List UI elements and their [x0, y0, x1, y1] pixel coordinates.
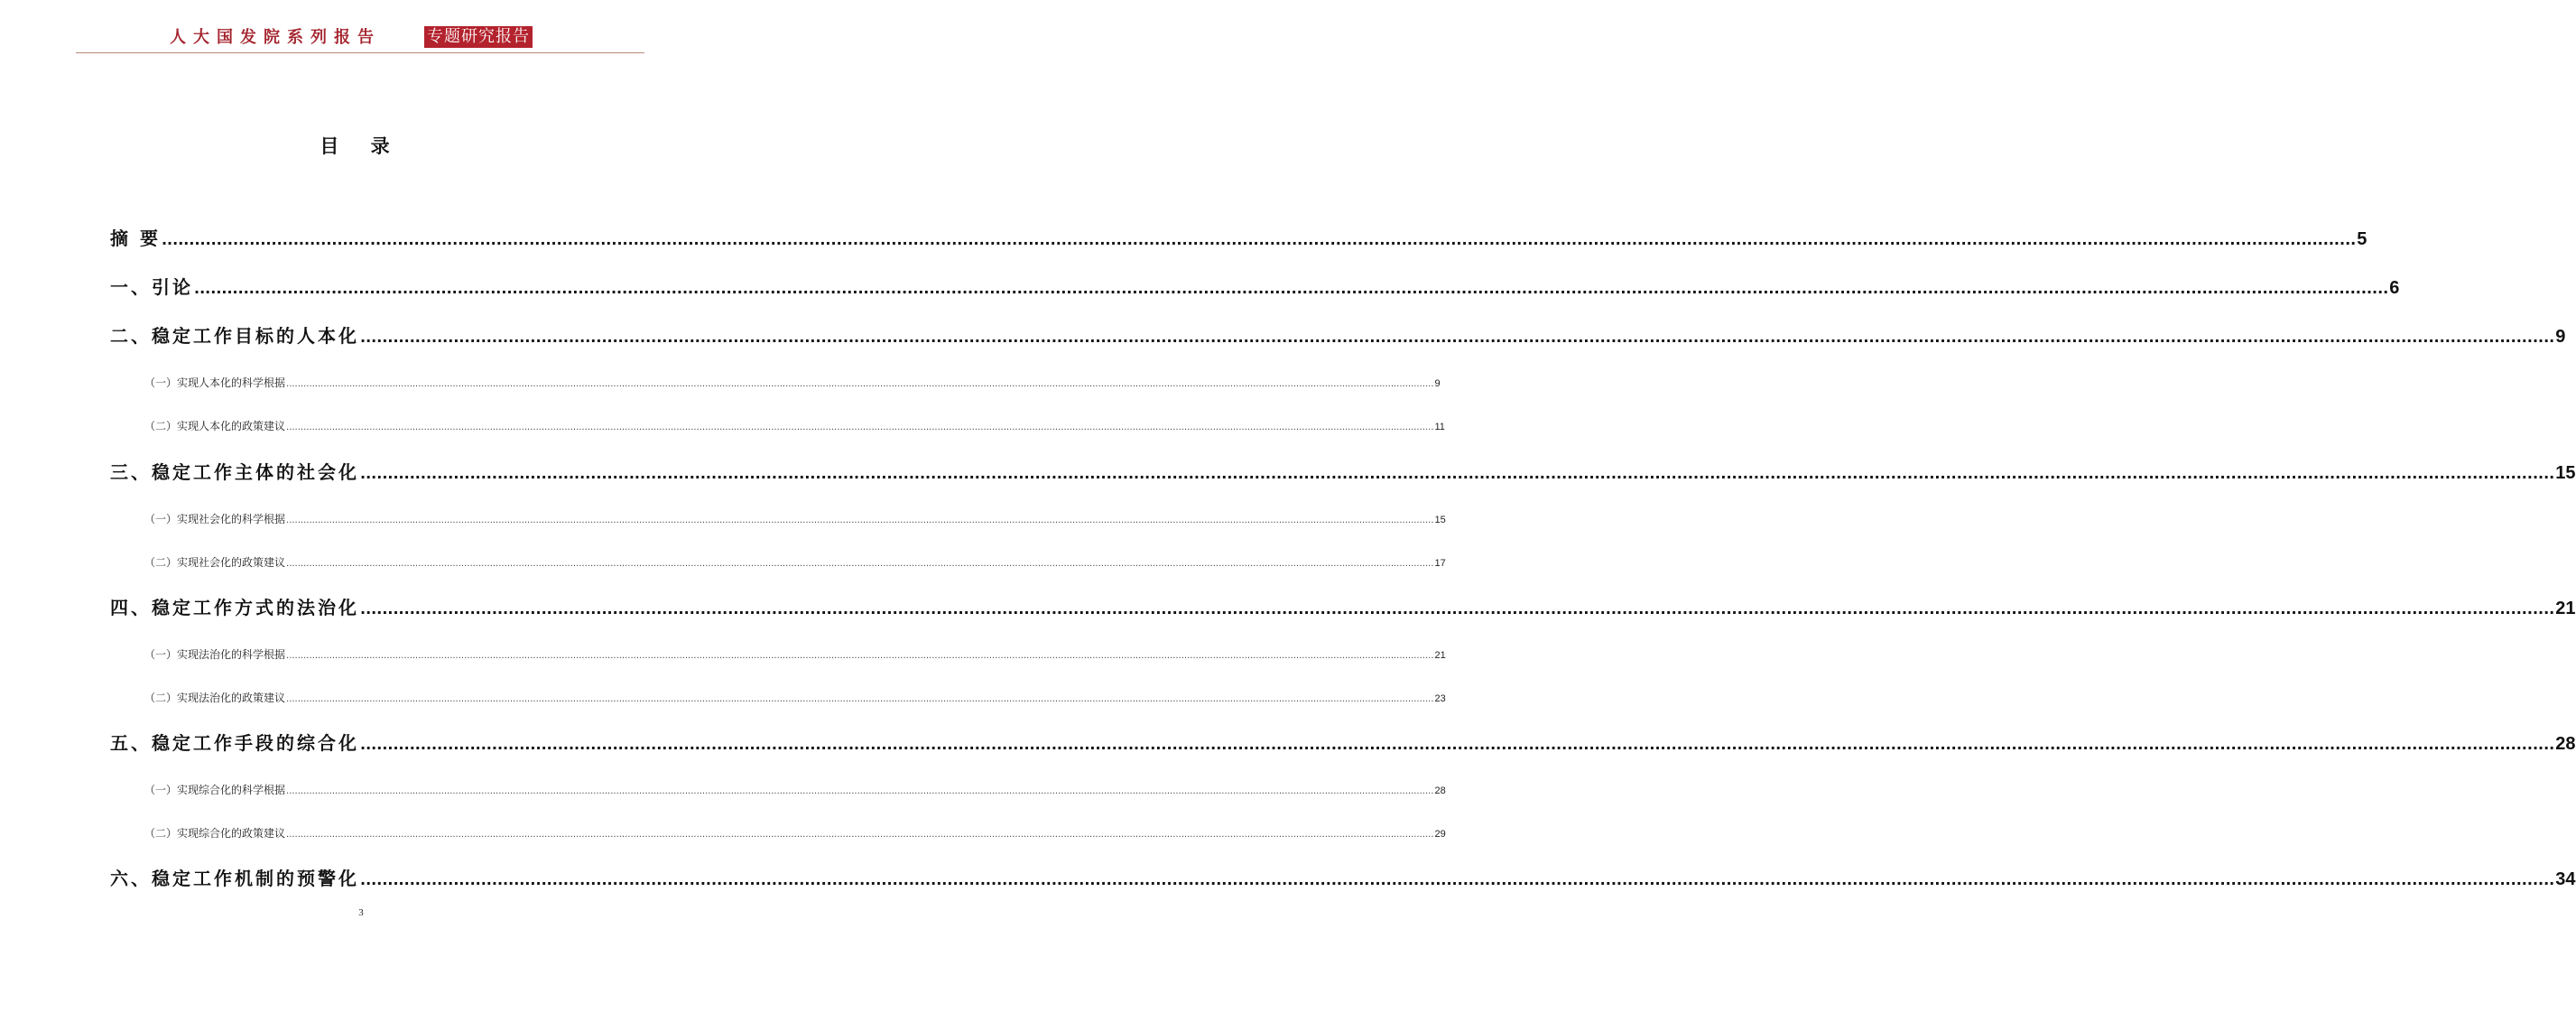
toc-entry-page: 21: [1434, 650, 1446, 661]
toc-section-entry[interactable]: [144, 511, 1446, 526]
toc-entry-label: 一、引论: [110, 276, 193, 298]
dot-leader: ................................................................................................................................................................................................................................................................................................................................................................................................................: [194, 280, 2389, 297]
toc-entry-label: （一）实现社会化的科学根据: [144, 513, 286, 525]
toc-entry-label: 四、稳定工作方式的法治化: [110, 597, 359, 618]
toc-entry-page: 23: [1434, 693, 1446, 704]
toc-section-entry[interactable]: [144, 554, 1446, 570]
toc-chapter-entry[interactable]: [110, 273, 2400, 299]
toc-entry-page: 5: [2357, 229, 2368, 249]
toc-chapter-entry[interactable]: [110, 593, 2576, 619]
toc-entry-label: 六、稳定工作机制的预警化: [110, 868, 359, 889]
toc-entry-page: 6: [2389, 278, 2400, 298]
page-number: 3: [358, 907, 364, 918]
dot-leader: ................................................................................................................................................................................................................................................................................................................................................................................................................: [286, 786, 1434, 796]
toc-entry-page: 29: [1434, 829, 1446, 840]
dot-leader: ................................................................................................................................................................................................................................................................................................................................................................................................................: [286, 559, 1434, 569]
toc-entry-page: 28: [2555, 734, 2576, 754]
toc-entry-page: 15: [1434, 515, 1446, 525]
toc-entry-label: （二）实现法治化的政策建议: [144, 692, 286, 704]
toc-entry-page: 17: [1434, 558, 1446, 569]
toc-entry-label: 二、稳定工作目标的人本化: [110, 325, 359, 347]
toc-entry-page: 21: [2555, 599, 2576, 618]
dot-leader: ................................................................................................................................................................................................................................................................................................................................................................................................................: [360, 329, 2555, 346]
toc-chapter-entry[interactable]: [110, 729, 2576, 755]
toc-entry-page: 11: [1434, 422, 1445, 432]
toc-entry-label: 五、稳定工作手段的综合化: [110, 732, 359, 754]
toc-entry-label: 三、稳定工作主体的社会化: [110, 461, 359, 483]
toc-entry-page: 34: [2555, 869, 2576, 889]
toc-chapter-entry[interactable]: [110, 224, 2368, 250]
dot-leader: ................................................................................................................................................................................................................................................................................................................................................................................................................: [286, 516, 1434, 525]
toc-section-entry[interactable]: [144, 646, 1446, 662]
toc-section-entry[interactable]: [144, 690, 1446, 705]
toc-entry-page: 28: [1434, 785, 1446, 796]
series-title: 人大国发院系列报告: [170, 28, 381, 47]
dot-leader: ................................................................................................................................................................................................................................................................................................................................................................................................................: [161, 231, 2357, 248]
dot-leader: ................................................................................................................................................................................................................................................................................................................................................................................................................: [286, 651, 1434, 661]
report-type-badge: 专题研究报告: [424, 26, 533, 48]
toc-chapter-entry[interactable]: [110, 864, 2576, 890]
toc-chapter-entry[interactable]: [110, 458, 2576, 484]
dot-leader: ................................................................................................................................................................................................................................................................................................................................................................................................................: [286, 694, 1434, 704]
toc-entry-label: （二）实现人本化的政策建议: [144, 420, 286, 432]
toc-entry-label: （二）实现社会化的政策建议: [144, 556, 286, 569]
toc-section-entry[interactable]: [144, 825, 1446, 841]
toc-section-entry[interactable]: [144, 418, 1445, 433]
toc-entry-label: （一）实现综合化的科学根据: [144, 784, 286, 796]
toc-title: 目 录: [320, 135, 403, 157]
toc-entry-page: 15: [2555, 463, 2576, 483]
toc-entry-label: （一）实现人本化的科学根据: [144, 376, 286, 389]
dot-leader: ................................................................................................................................................................................................................................................................................................................................................................................................................: [360, 465, 2555, 482]
dot-leader: ................................................................................................................................................................................................................................................................................................................................................................................................................: [360, 600, 2555, 618]
toc-section-entry[interactable]: [144, 375, 1441, 390]
toc-chapter-entry[interactable]: [110, 321, 2566, 348]
dot-leader: ................................................................................................................................................................................................................................................................................................................................................................................................................: [286, 423, 1434, 432]
dot-leader: ................................................................................................................................................................................................................................................................................................................................................................................................................: [286, 379, 1434, 389]
toc-entry-label: 摘 要: [110, 228, 161, 249]
dot-leader: ................................................................................................................................................................................................................................................................................................................................................................................................................: [286, 830, 1434, 840]
toc-entry-page: 9: [1434, 378, 1441, 389]
toc-entry-label: （一）实现法治化的科学根据: [144, 648, 286, 661]
dot-leader: ................................................................................................................................................................................................................................................................................................................................................................................................................: [360, 736, 2555, 753]
toc-section-entry[interactable]: [144, 782, 1446, 797]
toc-entry-page: 9: [2555, 327, 2566, 347]
dot-leader: ................................................................................................................................................................................................................................................................................................................................................................................................................: [360, 871, 2555, 888]
toc-entry-label: （二）实现综合化的政策建议: [144, 827, 286, 840]
